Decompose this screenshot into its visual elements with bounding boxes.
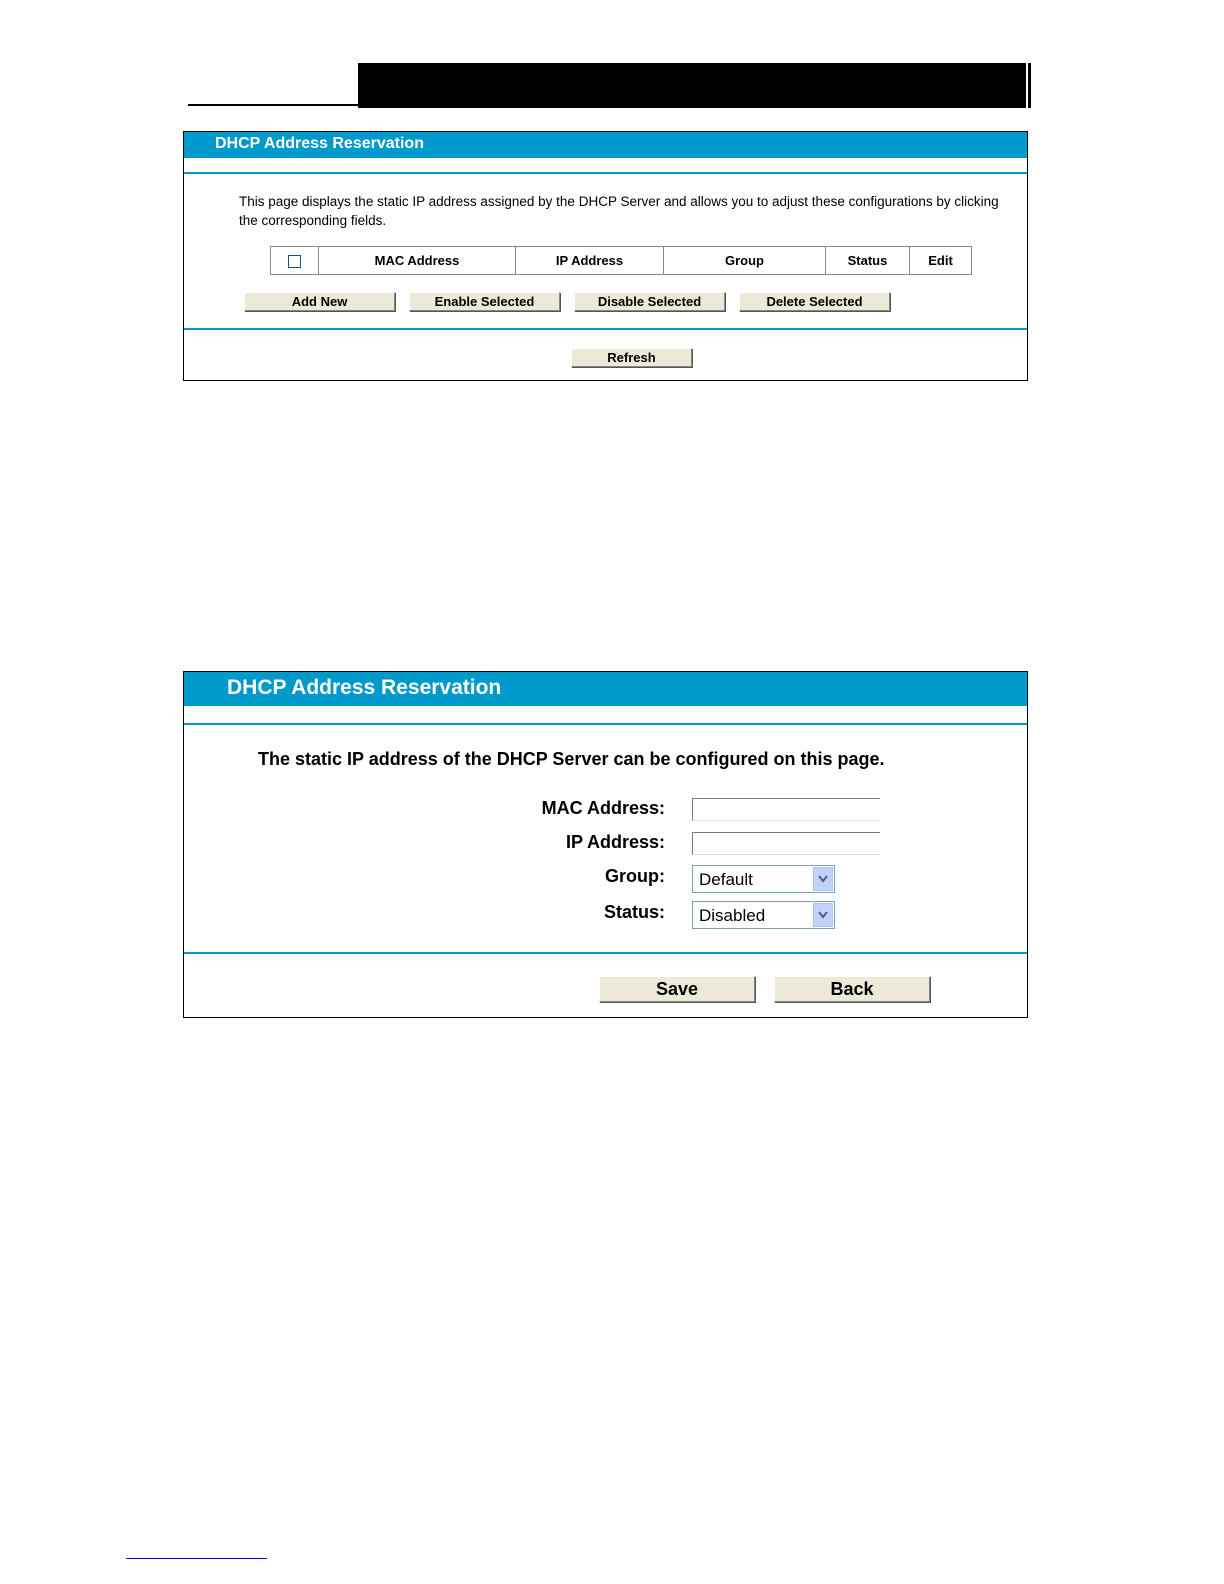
status-select[interactable] xyxy=(692,901,835,929)
divider xyxy=(184,952,1027,954)
col-status[interactable]: Status xyxy=(826,247,910,275)
ip-address-label: IP Address: xyxy=(565,832,665,852)
table-header-row xyxy=(271,247,972,275)
delete-selected-button[interactable]: Delete Selected xyxy=(739,292,890,311)
panel-title: DHCP Address Reservation xyxy=(227,676,502,699)
status-select-value: Disabled xyxy=(699,906,766,925)
save-button[interactable]: Save xyxy=(599,976,755,1002)
select-all-checkbox[interactable] xyxy=(288,255,301,268)
panel-title: DHCP Address Reservation xyxy=(215,135,424,152)
reservation-list-panel xyxy=(183,131,1028,381)
header-bar xyxy=(358,63,1026,108)
group-select-value: Default xyxy=(699,870,753,889)
reservation-form-panel xyxy=(183,671,1028,1018)
page-description: This page displays the static IP address assigned by the DHCP Server and allows you to adjust these configurations by clicking the corresponding fields. xyxy=(239,194,999,228)
panel-titlebar xyxy=(184,672,1027,706)
chevron-down-icon[interactable] xyxy=(813,903,833,927)
group-label: Group: xyxy=(605,866,665,886)
col-ip-address[interactable]: IP Address xyxy=(516,247,664,275)
status-label: Status: xyxy=(603,902,665,922)
select-all-cell xyxy=(271,247,319,275)
col-edit[interactable]: Edit xyxy=(910,247,972,275)
mac-address-label: MAC Address: xyxy=(541,798,665,818)
chevron-down-icon[interactable] xyxy=(813,867,833,891)
group-select[interactable] xyxy=(692,865,835,893)
header-bar-edge xyxy=(1028,63,1031,108)
col-mac-address[interactable]: MAC Address xyxy=(319,247,516,275)
header-rule xyxy=(188,104,358,106)
col-group[interactable]: Group xyxy=(664,247,826,275)
reservation-table xyxy=(270,246,972,275)
add-new-button[interactable]: Add New xyxy=(244,292,395,311)
panel-titlebar xyxy=(184,132,1027,158)
refresh-button[interactable]: Refresh xyxy=(571,348,692,367)
form-intro: The static IP address of the DHCP Server can be configured on this page. xyxy=(258,749,885,769)
divider xyxy=(184,723,1027,725)
mac-address-input[interactable] xyxy=(692,798,880,821)
back-button[interactable]: Back xyxy=(774,976,930,1002)
divider xyxy=(184,328,1027,330)
ip-address-input[interactable] xyxy=(692,832,880,855)
enable-selected-button[interactable]: Enable Selected xyxy=(409,292,560,311)
divider xyxy=(184,172,1027,174)
disable-selected-button[interactable]: Disable Selected xyxy=(574,292,725,311)
footer-link-underline xyxy=(126,1558,267,1559)
